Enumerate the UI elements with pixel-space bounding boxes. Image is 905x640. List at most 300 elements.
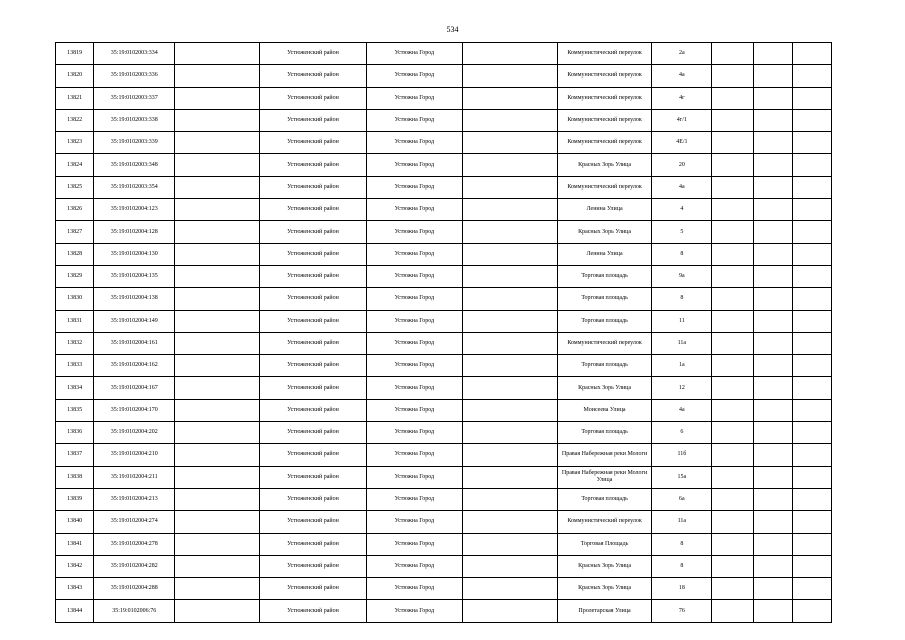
- record-number-cell: 13833: [56, 355, 94, 377]
- empty-cell: [462, 87, 557, 109]
- house-number-cell: 4а: [652, 399, 712, 421]
- record-number-cell: 13824: [56, 154, 94, 176]
- table-row: [56, 221, 832, 243]
- empty-cell: [462, 355, 557, 377]
- cadastral-number-cell: 35:19:0102003:348: [94, 154, 175, 176]
- cadastral-number-cell: 35:19:0102004:162: [94, 355, 175, 377]
- street-cell: Торговая площадь: [557, 265, 651, 287]
- district-cell: Устюженский район: [259, 511, 366, 533]
- city-cell: Устюжна Город: [367, 65, 462, 87]
- city-cell: Устюжна Город: [367, 399, 462, 421]
- house-number-cell: 4: [652, 199, 712, 221]
- cadastral-number-cell: 35:19:0102004:274: [94, 511, 175, 533]
- city-cell: Устюжна Город: [367, 243, 462, 265]
- street-cell: Ленина Улица: [557, 243, 651, 265]
- district-cell: Устюженский район: [259, 176, 366, 198]
- street-cell: Торговая площадь: [557, 422, 651, 444]
- empty-cell: [462, 288, 557, 310]
- empty-cell: [792, 422, 831, 444]
- street-cell: Торговая площадь: [557, 288, 651, 310]
- empty-cell: [712, 466, 753, 488]
- street-cell: Красных Зорь Улица: [557, 221, 651, 243]
- cadastral-number-cell: 35:19:0102003:334: [94, 43, 175, 65]
- empty-cell: [712, 243, 753, 265]
- empty-cell: [175, 199, 259, 221]
- street-cell: Красных Зорь Улица: [557, 578, 651, 600]
- record-number-cell: 13827: [56, 221, 94, 243]
- empty-cell: [792, 444, 831, 466]
- cadastral-number-cell: 35:19:0102003:338: [94, 109, 175, 131]
- empty-cell: [753, 422, 792, 444]
- cadastral-number-cell: 35:19:0102004:167: [94, 377, 175, 399]
- street-cell: Торговая площадь: [557, 310, 651, 332]
- house-number-cell: 18: [652, 578, 712, 600]
- record-number-cell: 13834: [56, 377, 94, 399]
- table-row: [56, 310, 832, 332]
- cadastral-number-cell: 35:19:0102004:288: [94, 578, 175, 600]
- house-number-cell: 11а: [652, 511, 712, 533]
- empty-cell: [462, 578, 557, 600]
- house-number-cell: 76: [652, 600, 712, 622]
- empty-cell: [753, 288, 792, 310]
- district-cell: Устюженский район: [259, 444, 366, 466]
- house-number-cell: 15а: [652, 466, 712, 488]
- empty-cell: [753, 65, 792, 87]
- empty-cell: [792, 533, 831, 555]
- empty-cell: [792, 199, 831, 221]
- record-number-cell: 13830: [56, 288, 94, 310]
- empty-cell: [462, 154, 557, 176]
- empty-cell: [175, 355, 259, 377]
- empty-cell: [753, 87, 792, 109]
- district-cell: Устюженский район: [259, 221, 366, 243]
- cadastral-number-cell: 35:19:0102003:354: [94, 176, 175, 198]
- table-row: [56, 555, 832, 577]
- record-number-cell: 13831: [56, 310, 94, 332]
- cadastral-number-cell: 35:19:0102004:170: [94, 399, 175, 421]
- table-row: [56, 444, 832, 466]
- empty-cell: [712, 555, 753, 577]
- record-number-cell: 13838: [56, 466, 94, 488]
- empty-cell: [462, 488, 557, 510]
- district-cell: Устюженский район: [259, 555, 366, 577]
- district-cell: Устюженский район: [259, 288, 366, 310]
- empty-cell: [462, 109, 557, 131]
- empty-cell: [175, 65, 259, 87]
- city-cell: Устюжна Город: [367, 265, 462, 287]
- empty-cell: [175, 132, 259, 154]
- table-row: [56, 132, 832, 154]
- street-cell: Красных Зорь Улица: [557, 154, 651, 176]
- cadastral-number-cell: 35:19:0102004:128: [94, 221, 175, 243]
- empty-cell: [175, 422, 259, 444]
- empty-cell: [712, 600, 753, 622]
- house-number-cell: 8: [652, 288, 712, 310]
- record-number-cell: 13836: [56, 422, 94, 444]
- empty-cell: [462, 466, 557, 488]
- empty-cell: [753, 265, 792, 287]
- empty-cell: [712, 132, 753, 154]
- house-number-cell: 11б: [652, 444, 712, 466]
- street-cell: Красных Зорь Улица: [557, 377, 651, 399]
- table-row: [56, 288, 832, 310]
- empty-cell: [175, 243, 259, 265]
- empty-cell: [792, 377, 831, 399]
- record-number-cell: 13841: [56, 533, 94, 555]
- city-cell: Устюжна Город: [367, 511, 462, 533]
- table-body: [56, 43, 832, 623]
- record-number-cell: 13829: [56, 265, 94, 287]
- city-cell: Устюжна Город: [367, 87, 462, 109]
- empty-cell: [175, 43, 259, 65]
- house-number-cell: 2а: [652, 43, 712, 65]
- empty-cell: [792, 154, 831, 176]
- empty-cell: [462, 422, 557, 444]
- empty-cell: [753, 600, 792, 622]
- empty-cell: [175, 511, 259, 533]
- empty-cell: [792, 288, 831, 310]
- city-cell: Устюжна Город: [367, 444, 462, 466]
- cadastral-number-cell: 35:19:0102004:213: [94, 488, 175, 510]
- empty-cell: [712, 578, 753, 600]
- district-cell: Устюженский район: [259, 43, 366, 65]
- cadastral-number-cell: 35:19:0102004:161: [94, 332, 175, 354]
- empty-cell: [753, 399, 792, 421]
- empty-cell: [462, 265, 557, 287]
- empty-cell: [462, 377, 557, 399]
- empty-cell: [712, 199, 753, 221]
- empty-cell: [175, 466, 259, 488]
- empty-cell: [753, 533, 792, 555]
- empty-cell: [175, 488, 259, 510]
- cadastral-number-cell: 35:19:0102004:282: [94, 555, 175, 577]
- district-cell: Устюженский район: [259, 132, 366, 154]
- city-cell: Устюжна Город: [367, 43, 462, 65]
- table-row: [56, 511, 832, 533]
- empty-cell: [753, 511, 792, 533]
- house-number-cell: 6а: [652, 488, 712, 510]
- empty-cell: [462, 600, 557, 622]
- district-cell: Устюженский район: [259, 154, 366, 176]
- empty-cell: [462, 332, 557, 354]
- cadastral-number-cell: 35:19:0102004:138: [94, 288, 175, 310]
- record-number-cell: 13822: [56, 109, 94, 131]
- empty-cell: [462, 221, 557, 243]
- empty-cell: [753, 243, 792, 265]
- empty-cell: [712, 265, 753, 287]
- table-row: [56, 43, 832, 65]
- empty-cell: [753, 310, 792, 332]
- cadastral-number-cell: 35:19:0102004:149: [94, 310, 175, 332]
- empty-cell: [712, 488, 753, 510]
- empty-cell: [462, 444, 557, 466]
- house-number-cell: 4а: [652, 176, 712, 198]
- empty-cell: [175, 154, 259, 176]
- city-cell: Устюжна Город: [367, 377, 462, 399]
- street-cell: Красных Зорь Улица: [557, 555, 651, 577]
- empty-cell: [792, 488, 831, 510]
- empty-cell: [712, 65, 753, 87]
- city-cell: Устюжна Город: [367, 422, 462, 444]
- table-row: [56, 332, 832, 354]
- empty-cell: [712, 511, 753, 533]
- empty-cell: [753, 466, 792, 488]
- record-number-cell: 13837: [56, 444, 94, 466]
- district-cell: Устюженский район: [259, 600, 366, 622]
- empty-cell: [462, 132, 557, 154]
- street-cell: Торговая Площадь: [557, 533, 651, 555]
- empty-cell: [792, 332, 831, 354]
- city-cell: Устюжна Город: [367, 199, 462, 221]
- district-cell: Устюженский район: [259, 488, 366, 510]
- street-cell: Правая Набережная реки Мологи: [557, 444, 651, 466]
- cadastral-number-cell: 35:19:0102004:210: [94, 444, 175, 466]
- table-row: [56, 87, 832, 109]
- street-cell: Коммунистический переулок: [557, 176, 651, 198]
- table-row: [56, 422, 832, 444]
- empty-cell: [712, 310, 753, 332]
- city-cell: Устюжна Город: [367, 555, 462, 577]
- empty-cell: [792, 221, 831, 243]
- empty-cell: [753, 555, 792, 577]
- empty-cell: [792, 265, 831, 287]
- empty-cell: [175, 221, 259, 243]
- record-number-cell: 13839: [56, 488, 94, 510]
- empty-cell: [712, 355, 753, 377]
- table-row: [56, 377, 832, 399]
- empty-cell: [462, 65, 557, 87]
- empty-cell: [712, 399, 753, 421]
- empty-cell: [792, 65, 831, 87]
- empty-cell: [175, 444, 259, 466]
- city-cell: Устюжна Город: [367, 310, 462, 332]
- district-cell: Устюженский район: [259, 466, 366, 488]
- empty-cell: [792, 176, 831, 198]
- record-number-cell: 13819: [56, 43, 94, 65]
- record-number-cell: 13832: [56, 332, 94, 354]
- city-cell: Устюжна Город: [367, 578, 462, 600]
- empty-cell: [462, 511, 557, 533]
- empty-cell: [792, 355, 831, 377]
- district-cell: Устюженский район: [259, 355, 366, 377]
- empty-cell: [712, 221, 753, 243]
- house-number-cell: 20: [652, 154, 712, 176]
- cadastral-number-cell: 35:19:0102003:337: [94, 87, 175, 109]
- table-row: [56, 600, 832, 622]
- page-number: 534: [446, 25, 459, 34]
- empty-cell: [792, 511, 831, 533]
- record-number-cell: 13840: [56, 511, 94, 533]
- empty-cell: [462, 176, 557, 198]
- empty-cell: [712, 422, 753, 444]
- city-cell: Устюжна Город: [367, 176, 462, 198]
- empty-cell: [712, 43, 753, 65]
- district-cell: Устюженский район: [259, 87, 366, 109]
- empty-cell: [753, 132, 792, 154]
- empty-cell: [792, 310, 831, 332]
- city-cell: Устюжна Город: [367, 109, 462, 131]
- record-number-cell: 13844: [56, 600, 94, 622]
- empty-cell: [712, 87, 753, 109]
- table-row: [56, 265, 832, 287]
- empty-cell: [175, 310, 259, 332]
- district-cell: Устюженский район: [259, 399, 366, 421]
- street-cell: Торговая площадь: [557, 355, 651, 377]
- street-cell: Коммунистический переулок: [557, 87, 651, 109]
- table-row: [56, 466, 832, 488]
- city-cell: Устюжна Город: [367, 132, 462, 154]
- empty-cell: [753, 444, 792, 466]
- empty-cell: [175, 288, 259, 310]
- record-number-cell: 13820: [56, 65, 94, 87]
- table-row: [56, 399, 832, 421]
- empty-cell: [175, 578, 259, 600]
- district-cell: Устюженский район: [259, 332, 366, 354]
- city-cell: Устюжна Город: [367, 221, 462, 243]
- empty-cell: [792, 399, 831, 421]
- empty-cell: [712, 377, 753, 399]
- record-number-cell: 13843: [56, 578, 94, 600]
- district-cell: Устюженский район: [259, 243, 366, 265]
- district-cell: Устюженский район: [259, 578, 366, 600]
- district-cell: Устюженский район: [259, 422, 366, 444]
- table-row: [56, 533, 832, 555]
- empty-cell: [712, 332, 753, 354]
- house-number-cell: 4г/1: [652, 109, 712, 131]
- empty-cell: [462, 199, 557, 221]
- empty-cell: [712, 154, 753, 176]
- empty-cell: [753, 43, 792, 65]
- street-cell: Коммунистический переулок: [557, 332, 651, 354]
- table-row: [56, 65, 832, 87]
- empty-cell: [462, 533, 557, 555]
- empty-cell: [175, 600, 259, 622]
- empty-cell: [753, 355, 792, 377]
- street-cell: Коммунистический переулок: [557, 511, 651, 533]
- empty-cell: [462, 555, 557, 577]
- table-row: [56, 154, 832, 176]
- table-row: [56, 109, 832, 131]
- table-row: [56, 578, 832, 600]
- city-cell: Устюжна Город: [367, 488, 462, 510]
- empty-cell: [753, 221, 792, 243]
- empty-cell: [712, 533, 753, 555]
- district-cell: Устюженский район: [259, 199, 366, 221]
- table-row: [56, 243, 832, 265]
- street-cell: Моисеева Улица: [557, 399, 651, 421]
- empty-cell: [175, 533, 259, 555]
- house-number-cell: 11а: [652, 332, 712, 354]
- city-cell: Устюжна Город: [367, 332, 462, 354]
- cadastral-number-cell: 35:19:0102004:123: [94, 199, 175, 221]
- empty-cell: [753, 332, 792, 354]
- city-cell: Устюжна Город: [367, 154, 462, 176]
- empty-cell: [792, 466, 831, 488]
- record-number-cell: 13828: [56, 243, 94, 265]
- cadastral-number-cell: 35:19:0102004:211: [94, 466, 175, 488]
- cadastral-number-cell: 35:19:0102004:278: [94, 533, 175, 555]
- empty-cell: [753, 488, 792, 510]
- empty-cell: [175, 332, 259, 354]
- empty-cell: [753, 199, 792, 221]
- empty-cell: [712, 176, 753, 198]
- street-cell: Коммунистический переулок: [557, 109, 651, 131]
- street-cell: Правая Набережная реки Мологи Улица: [557, 466, 651, 488]
- district-cell: Устюженский район: [259, 377, 366, 399]
- empty-cell: [462, 243, 557, 265]
- street-cell: Торговая площадь: [557, 488, 651, 510]
- street-cell: Коммунистический переулок: [557, 65, 651, 87]
- empty-cell: [792, 43, 831, 65]
- empty-cell: [462, 43, 557, 65]
- house-number-cell: 4г: [652, 87, 712, 109]
- empty-cell: [175, 109, 259, 131]
- empty-cell: [712, 109, 753, 131]
- record-number-cell: 13835: [56, 399, 94, 421]
- empty-cell: [753, 109, 792, 131]
- empty-cell: [712, 288, 753, 310]
- empty-cell: [175, 87, 259, 109]
- table-row: [56, 199, 832, 221]
- empty-cell: [792, 578, 831, 600]
- cadastral-number-cell: 35:19:0102003:336: [94, 65, 175, 87]
- district-cell: Устюженский район: [259, 533, 366, 555]
- city-cell: Устюжна Город: [367, 533, 462, 555]
- house-number-cell: 12: [652, 377, 712, 399]
- cadastral-number-cell: 35:19:0102006:76: [94, 600, 175, 622]
- cadastral-number-cell: 35:19:0102004:135: [94, 265, 175, 287]
- street-cell: Коммунистический переулок: [557, 43, 651, 65]
- house-number-cell: 6: [652, 422, 712, 444]
- table-row: [56, 355, 832, 377]
- house-number-cell: 11: [652, 310, 712, 332]
- record-number-cell: 13821: [56, 87, 94, 109]
- table-row: [56, 488, 832, 510]
- empty-cell: [792, 87, 831, 109]
- empty-cell: [753, 176, 792, 198]
- empty-cell: [792, 109, 831, 131]
- district-cell: Устюженский район: [259, 310, 366, 332]
- house-number-cell: 1а: [652, 355, 712, 377]
- table-row: [56, 176, 832, 198]
- city-cell: Устюжна Город: [367, 600, 462, 622]
- district-cell: Устюженский район: [259, 65, 366, 87]
- street-cell: Коммунистический переулок: [557, 132, 651, 154]
- empty-cell: [792, 243, 831, 265]
- registry-table: [55, 42, 832, 623]
- cadastral-number-cell: 35:19:0102003:339: [94, 132, 175, 154]
- house-number-cell: 5: [652, 221, 712, 243]
- empty-cell: [792, 555, 831, 577]
- empty-cell: [753, 578, 792, 600]
- empty-cell: [792, 600, 831, 622]
- empty-cell: [175, 176, 259, 198]
- street-cell: Ленина Улица: [557, 199, 651, 221]
- empty-cell: [462, 399, 557, 421]
- record-number-cell: 13842: [56, 555, 94, 577]
- house-number-cell: 8: [652, 555, 712, 577]
- city-cell: Устюжна Город: [367, 288, 462, 310]
- empty-cell: [175, 377, 259, 399]
- cadastral-number-cell: 35:19:0102004:202: [94, 422, 175, 444]
- empty-cell: [712, 444, 753, 466]
- empty-cell: [175, 265, 259, 287]
- cadastral-number-cell: 35:19:0102004:130: [94, 243, 175, 265]
- district-cell: Устюженский район: [259, 109, 366, 131]
- district-cell: Устюженский район: [259, 265, 366, 287]
- empty-cell: [753, 154, 792, 176]
- house-number-cell: 8: [652, 533, 712, 555]
